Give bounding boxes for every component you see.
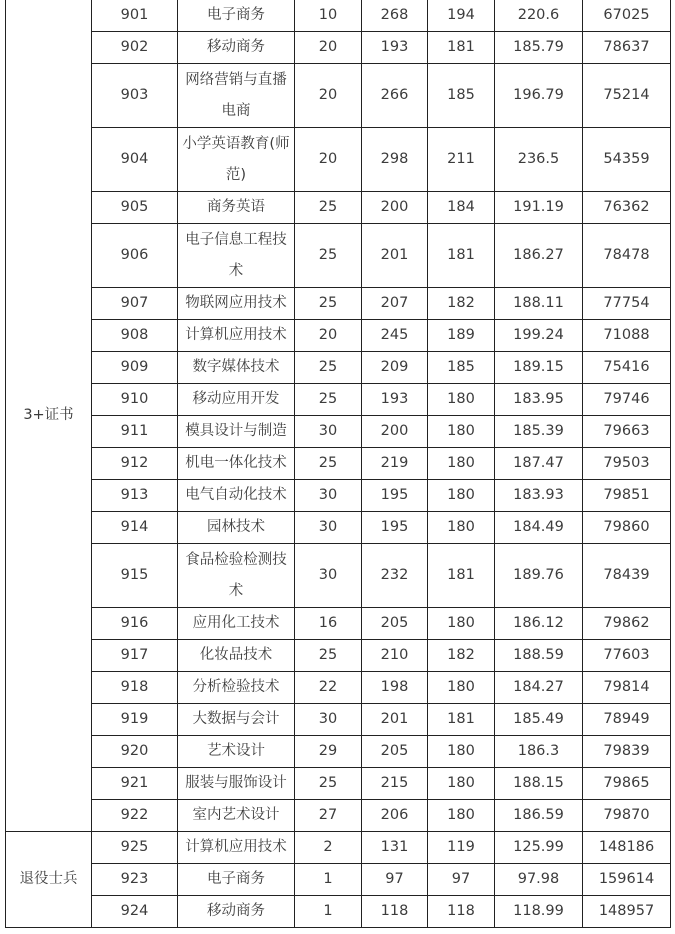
major-name-cell: 模具设计与制造 [178, 416, 295, 448]
rank-cell: 79870 [583, 800, 671, 832]
min-score-cell: 211 [428, 128, 495, 192]
avg-score-cell: 118.99 [495, 896, 583, 928]
plan-count-cell: 20 [295, 64, 362, 128]
max-score-cell: 219 [362, 448, 428, 480]
min-score-cell: 181 [428, 704, 495, 736]
max-score-cell: 245 [362, 320, 428, 352]
max-score-cell: 232 [362, 544, 428, 608]
rank-cell: 75416 [583, 352, 671, 384]
major-code-cell: 912 [92, 448, 178, 480]
avg-score-cell: 187.47 [495, 448, 583, 480]
min-score-cell: 185 [428, 352, 495, 384]
min-score-cell: 180 [428, 512, 495, 544]
major-name-cell: 计算机应用技术 [178, 320, 295, 352]
major-name-cell: 艺术设计 [178, 736, 295, 768]
max-score-cell: 118 [362, 896, 428, 928]
max-score-cell: 193 [362, 384, 428, 416]
avg-score-cell: 185.49 [495, 704, 583, 736]
avg-score-cell: 189.76 [495, 544, 583, 608]
major-code-cell: 904 [92, 128, 178, 192]
plan-count-cell: 2 [295, 832, 362, 864]
avg-score-cell: 183.93 [495, 480, 583, 512]
min-score-cell: 181 [428, 544, 495, 608]
avg-score-cell: 236.5 [495, 128, 583, 192]
max-score-cell: 215 [362, 768, 428, 800]
plan-count-cell: 25 [295, 640, 362, 672]
min-score-cell: 189 [428, 320, 495, 352]
major-name-cell: 机电一体化技术 [178, 448, 295, 480]
max-score-cell: 200 [362, 192, 428, 224]
min-score-cell: 194 [428, 0, 495, 32]
major-code-cell: 917 [92, 640, 178, 672]
rank-cell: 79746 [583, 384, 671, 416]
table-row [6, 384, 671, 416]
plan-count-cell: 30 [295, 544, 362, 608]
plan-count-cell: 1 [295, 864, 362, 896]
rank-cell: 148186 [583, 832, 671, 864]
major-name-cell: 物联网应用技术 [178, 288, 295, 320]
rank-cell: 79862 [583, 608, 671, 640]
avg-score-cell: 188.15 [495, 768, 583, 800]
table-row [6, 64, 671, 128]
table-row [6, 32, 671, 64]
rank-cell: 78439 [583, 544, 671, 608]
category-cell: 退役士兵 [6, 832, 92, 928]
table-row [6, 288, 671, 320]
major-name-cell: 园林技术 [178, 512, 295, 544]
major-name-cell: 移动商务 [178, 32, 295, 64]
major-name-cell: 服装与服饰设计 [178, 768, 295, 800]
major-code-cell: 921 [92, 768, 178, 800]
avg-score-cell: 188.11 [495, 288, 583, 320]
max-score-cell: 201 [362, 224, 428, 288]
major-name-cell: 电气自动化技术 [178, 480, 295, 512]
rank-cell: 79860 [583, 512, 671, 544]
plan-count-cell: 30 [295, 512, 362, 544]
major-code-cell: 918 [92, 672, 178, 704]
major-name-cell: 计算机应用技术 [178, 832, 295, 864]
plan-count-cell: 20 [295, 320, 362, 352]
rank-cell: 78949 [583, 704, 671, 736]
min-score-cell: 180 [428, 448, 495, 480]
avg-score-cell: 189.15 [495, 352, 583, 384]
avg-score-cell: 196.79 [495, 64, 583, 128]
major-code-cell: 920 [92, 736, 178, 768]
major-code-cell: 924 [92, 896, 178, 928]
admission-score-table [5, 0, 671, 928]
max-score-cell: 201 [362, 704, 428, 736]
table-row [6, 896, 671, 928]
avg-score-cell: 184.27 [495, 672, 583, 704]
rank-cell: 79851 [583, 480, 671, 512]
avg-score-cell: 220.6 [495, 0, 583, 32]
max-score-cell: 198 [362, 672, 428, 704]
plan-count-cell: 16 [295, 608, 362, 640]
major-code-cell: 908 [92, 320, 178, 352]
min-score-cell: 180 [428, 384, 495, 416]
min-score-cell: 180 [428, 672, 495, 704]
plan-count-cell: 25 [295, 384, 362, 416]
major-code-cell: 915 [92, 544, 178, 608]
rank-cell: 79839 [583, 736, 671, 768]
max-score-cell: 200 [362, 416, 428, 448]
major-name-cell: 大数据与会计 [178, 704, 295, 736]
plan-count-cell: 25 [295, 224, 362, 288]
table-row [6, 224, 671, 288]
min-score-cell: 180 [428, 480, 495, 512]
major-name-cell: 电子信息工程技术 [178, 224, 295, 288]
major-name-cell: 商务英语 [178, 192, 295, 224]
major-code-cell: 919 [92, 704, 178, 736]
major-code-cell: 907 [92, 288, 178, 320]
avg-score-cell: 185.79 [495, 32, 583, 64]
table-row [6, 416, 671, 448]
plan-count-cell: 29 [295, 736, 362, 768]
table-row [6, 320, 671, 352]
min-score-cell: 180 [428, 416, 495, 448]
table-row [6, 736, 671, 768]
rank-cell: 78478 [583, 224, 671, 288]
avg-score-cell: 186.27 [495, 224, 583, 288]
major-code-cell: 925 [92, 832, 178, 864]
table-row [6, 608, 671, 640]
major-code-cell: 901 [92, 0, 178, 32]
max-score-cell: 210 [362, 640, 428, 672]
min-score-cell: 118 [428, 896, 495, 928]
table-row [6, 672, 671, 704]
min-score-cell: 182 [428, 640, 495, 672]
major-code-cell: 910 [92, 384, 178, 416]
major-code-cell: 922 [92, 800, 178, 832]
rank-cell: 77603 [583, 640, 671, 672]
plan-count-cell: 30 [295, 480, 362, 512]
avg-score-cell: 186.59 [495, 800, 583, 832]
rank-cell: 67025 [583, 0, 671, 32]
major-code-cell: 906 [92, 224, 178, 288]
max-score-cell: 193 [362, 32, 428, 64]
major-code-cell: 905 [92, 192, 178, 224]
plan-count-cell: 10 [295, 0, 362, 32]
major-name-cell: 网络营销与直播电商 [178, 64, 295, 128]
rank-cell: 79503 [583, 448, 671, 480]
table-row [6, 352, 671, 384]
plan-count-cell: 25 [295, 192, 362, 224]
major-name-cell: 食品检验检测技术 [178, 544, 295, 608]
max-score-cell: 205 [362, 736, 428, 768]
table-row [6, 480, 671, 512]
plan-count-cell: 20 [295, 32, 362, 64]
min-score-cell: 185 [428, 64, 495, 128]
plan-count-cell: 25 [295, 448, 362, 480]
rank-cell: 79814 [583, 672, 671, 704]
major-code-cell: 911 [92, 416, 178, 448]
category-cell: 3+证书 [6, 0, 92, 832]
max-score-cell: 205 [362, 608, 428, 640]
major-name-cell: 移动应用开发 [178, 384, 295, 416]
major-code-cell: 923 [92, 864, 178, 896]
table-row [6, 800, 671, 832]
plan-count-cell: 30 [295, 704, 362, 736]
rank-cell: 79865 [583, 768, 671, 800]
table-row [6, 0, 671, 32]
major-code-cell: 914 [92, 512, 178, 544]
rank-cell: 75214 [583, 64, 671, 128]
table-row [6, 864, 671, 896]
max-score-cell: 209 [362, 352, 428, 384]
max-score-cell: 195 [362, 512, 428, 544]
max-score-cell: 207 [362, 288, 428, 320]
plan-count-cell: 25 [295, 288, 362, 320]
plan-count-cell: 25 [295, 352, 362, 384]
avg-score-cell: 97.98 [495, 864, 583, 896]
table-row [6, 192, 671, 224]
major-code-cell: 916 [92, 608, 178, 640]
major-name-cell: 分析检验技术 [178, 672, 295, 704]
rank-cell: 54359 [583, 128, 671, 192]
major-code-cell: 903 [92, 64, 178, 128]
plan-count-cell: 30 [295, 416, 362, 448]
table-row [6, 544, 671, 608]
plan-count-cell: 20 [295, 128, 362, 192]
min-score-cell: 180 [428, 608, 495, 640]
min-score-cell: 181 [428, 32, 495, 64]
avg-score-cell: 186.3 [495, 736, 583, 768]
max-score-cell: 97 [362, 864, 428, 896]
major-code-cell: 909 [92, 352, 178, 384]
min-score-cell: 182 [428, 288, 495, 320]
rank-cell: 71088 [583, 320, 671, 352]
min-score-cell: 119 [428, 832, 495, 864]
table-row [6, 640, 671, 672]
rank-cell: 76362 [583, 192, 671, 224]
min-score-cell: 181 [428, 224, 495, 288]
major-name-cell: 数字媒体技术 [178, 352, 295, 384]
min-score-cell: 97 [428, 864, 495, 896]
table-row [6, 832, 671, 864]
rank-cell: 159614 [583, 864, 671, 896]
major-name-cell: 应用化工技术 [178, 608, 295, 640]
rank-cell: 77754 [583, 288, 671, 320]
plan-count-cell: 22 [295, 672, 362, 704]
table-row [6, 128, 671, 192]
min-score-cell: 180 [428, 768, 495, 800]
avg-score-cell: 185.39 [495, 416, 583, 448]
avg-score-cell: 125.99 [495, 832, 583, 864]
plan-count-cell: 25 [295, 768, 362, 800]
major-code-cell: 913 [92, 480, 178, 512]
max-score-cell: 206 [362, 800, 428, 832]
major-name-cell: 电子商务 [178, 864, 295, 896]
rank-cell: 78637 [583, 32, 671, 64]
max-score-cell: 195 [362, 480, 428, 512]
table-row [6, 768, 671, 800]
plan-count-cell: 27 [295, 800, 362, 832]
plan-count-cell: 1 [295, 896, 362, 928]
max-score-cell: 268 [362, 0, 428, 32]
avg-score-cell: 186.12 [495, 608, 583, 640]
table-row [6, 448, 671, 480]
max-score-cell: 266 [362, 64, 428, 128]
max-score-cell: 298 [362, 128, 428, 192]
table-row [6, 512, 671, 544]
max-score-cell: 131 [362, 832, 428, 864]
rank-cell: 79663 [583, 416, 671, 448]
avg-score-cell: 199.24 [495, 320, 583, 352]
rank-cell: 148957 [583, 896, 671, 928]
major-name-cell: 小学英语教育(师范) [178, 128, 295, 192]
table-row [6, 704, 671, 736]
major-name-cell: 移动商务 [178, 896, 295, 928]
min-score-cell: 180 [428, 736, 495, 768]
min-score-cell: 180 [428, 800, 495, 832]
table-body [6, 0, 671, 928]
min-score-cell: 184 [428, 192, 495, 224]
major-name-cell: 化妆品技术 [178, 640, 295, 672]
avg-score-cell: 183.95 [495, 384, 583, 416]
avg-score-cell: 188.59 [495, 640, 583, 672]
major-code-cell: 902 [92, 32, 178, 64]
avg-score-cell: 191.19 [495, 192, 583, 224]
major-name-cell: 电子商务 [178, 0, 295, 32]
major-name-cell: 室内艺术设计 [178, 800, 295, 832]
avg-score-cell: 184.49 [495, 512, 583, 544]
